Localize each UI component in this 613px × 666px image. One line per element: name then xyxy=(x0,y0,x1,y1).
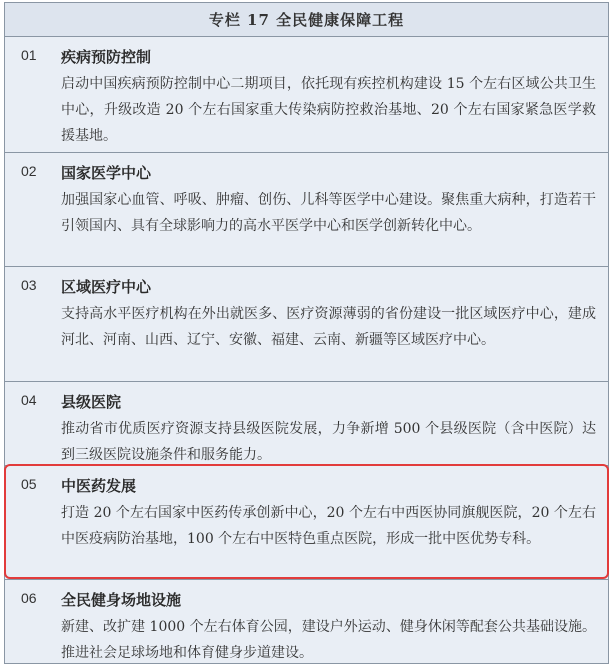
item-number: 01 xyxy=(21,47,37,63)
item-number: 02 xyxy=(21,163,37,179)
item-title: 县级医院 xyxy=(61,393,122,411)
item-title: 疾病预防控制 xyxy=(61,48,152,66)
column-box xyxy=(4,2,609,664)
item-body: 新建、改扩建 1000 个左右体育公园，建设户外运动、健身休闲等配套公共基础设施。推进社会足球场地和体育健身步道建设。 xyxy=(61,619,596,661)
item-national-medical-center xyxy=(5,152,608,266)
item-number: 04 xyxy=(21,392,37,408)
item-title: 全民健身场地设施 xyxy=(61,591,182,609)
item-title: 区域医疗中心 xyxy=(61,278,152,296)
item-number: 06 xyxy=(21,590,37,606)
item-regional-medical-center xyxy=(5,266,608,381)
item-county-hospital xyxy=(5,381,608,465)
item-body: 支持高水平医疗机构在外出就医多、医疗资源薄弱的省份建设一批区域医疗中心，建成河北、河南、山西、辽宁、安徽、福建、云南、新疆等区域医疗中心。 xyxy=(61,306,596,348)
item-title: 国家医学中心 xyxy=(61,164,152,182)
item-title: 中医药发展 xyxy=(61,477,137,495)
column-header: 专栏 17 全民健康保障工程 xyxy=(5,3,608,37)
item-body: 打造 20 个左右国家中医药传承创新中心，20 个左右中西医协同旗舰医院，20 个左右中医疫病防治基地，100 个左右中医特色重点医院，形成一批中医优势专科。 xyxy=(61,505,596,547)
item-body: 加强国家心血管、呼吸、肿瘤、创伤、儿科等医学中心建设。聚焦重大病种，打造若干引领国内、具有全球影响力的高水平医学中心和医学创新转化中心。 xyxy=(61,192,596,234)
item-number: 05 xyxy=(21,476,37,492)
item-body: 推动省市优质医疗资源支持县级医院发展，力争新增 500 个县级医院（含中医院）达到三级医院设施条件和服务能力。 xyxy=(61,421,596,463)
item-tcm-development xyxy=(5,465,608,579)
item-fitness-facilities xyxy=(5,579,608,663)
item-number: 03 xyxy=(21,277,37,293)
item-disease-prevention xyxy=(5,37,608,152)
item-body: 启动中国疾病预防控制中心二期项目，依托现有疾控机构建设 15 个左右区域公共卫生中心，升级改造 20 个左右国家重大传染病防控救治基地、20 个左右国家紧急医学救援基地。 xyxy=(61,76,596,144)
